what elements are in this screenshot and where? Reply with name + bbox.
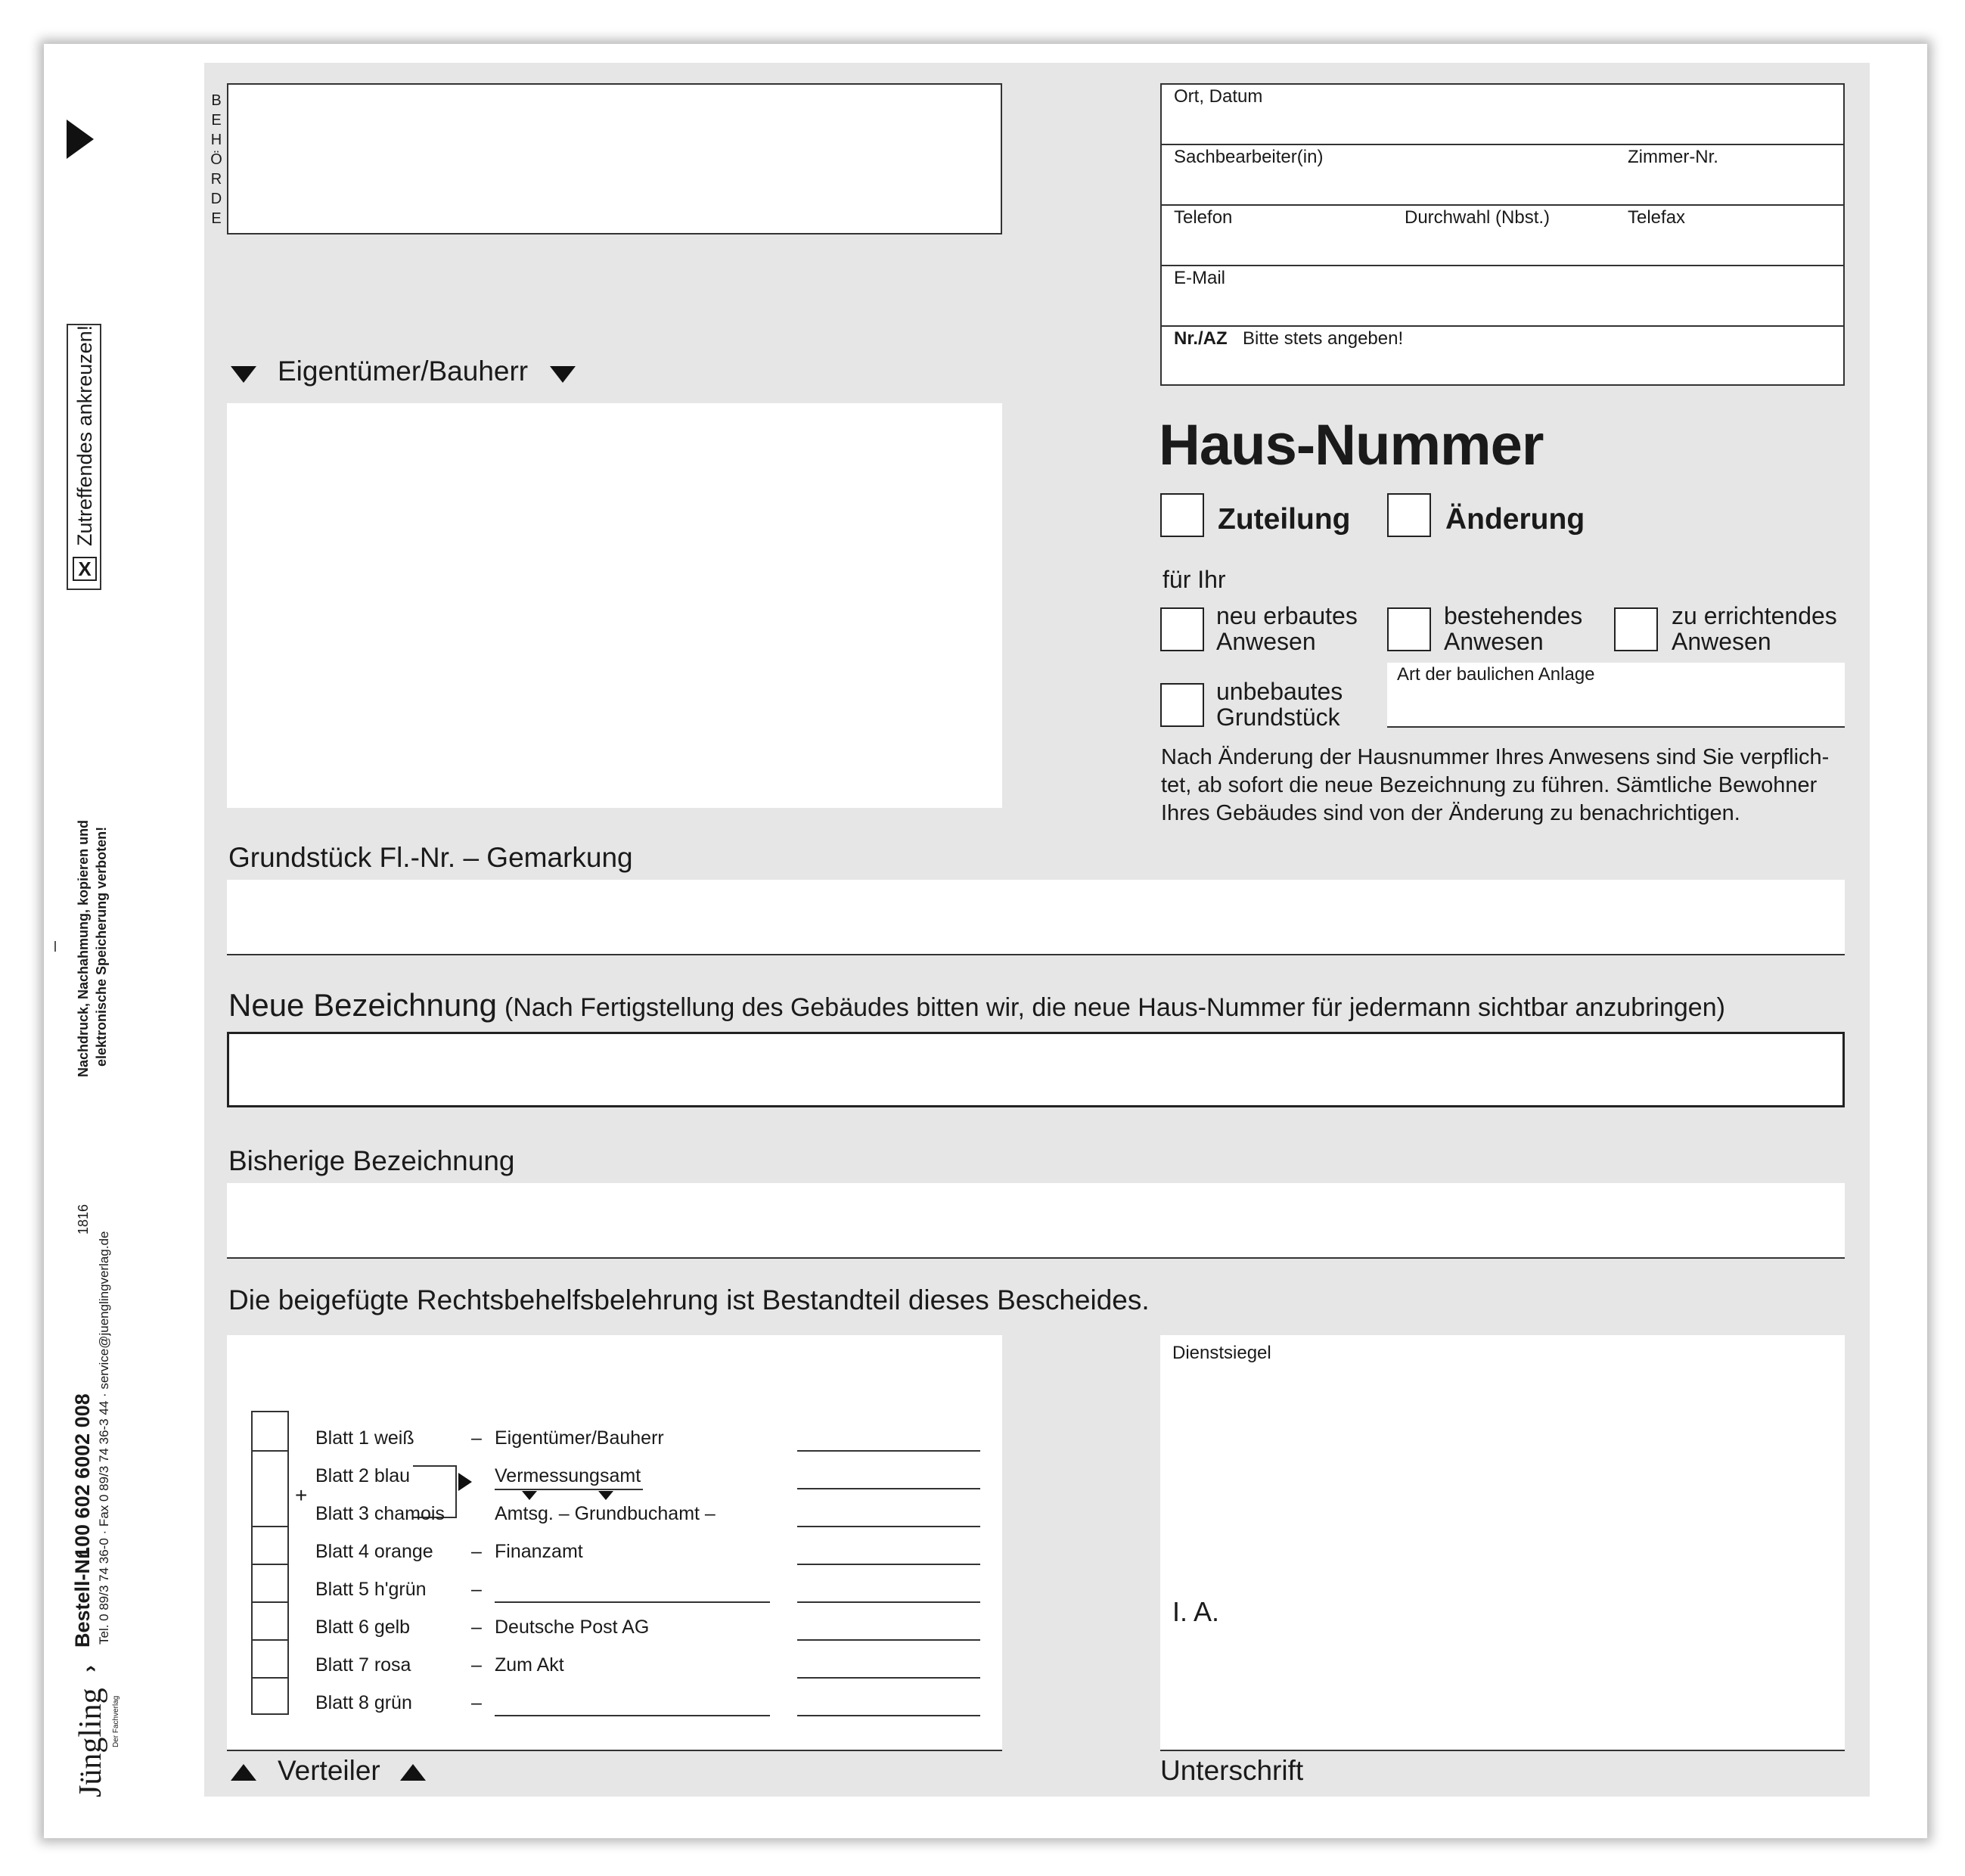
zu-errichten-checkbox[interactable]	[1614, 607, 1658, 651]
art-anlage-label: Art der baulichen Anlage	[1397, 664, 1595, 685]
sheet-label: Blatt 2 blau	[315, 1465, 411, 1486]
marker-x-box: X	[73, 557, 97, 581]
row-dash: –	[471, 1654, 482, 1676]
triangle-down-icon	[231, 366, 256, 383]
nr-az-hint: Bitte stets angeben!	[1243, 328, 1404, 349]
sheet-label: Blatt 7 rosa	[315, 1654, 411, 1676]
row-dash: –	[471, 1427, 482, 1449]
notice-line-1: Nach Änderung der Hausnummer Ihres Anwesens sind Sie verpflich-	[1161, 745, 1830, 769]
date-line[interactable]	[797, 1526, 980, 1527]
marker-hint-box	[67, 324, 101, 590]
zu-errichten-label-2: Anwesen	[1672, 628, 1771, 655]
recipient-blank-line[interactable]	[495, 1715, 770, 1716]
triangle-up-icon	[231, 1764, 256, 1781]
unbebaut-label-1: unbebautes	[1216, 678, 1343, 705]
distribution-label: Verteiler	[278, 1755, 380, 1786]
authority-letter: E	[211, 210, 222, 227]
bestehend-label-1: bestehendes	[1444, 602, 1583, 629]
date-line[interactable]	[797, 1601, 980, 1603]
authority-label	[209, 91, 224, 228]
notice-line-3: Ihres Gebäudes sind von der Änderung zu benachrichtigen.	[1161, 801, 1740, 825]
row-dash: –	[471, 1541, 482, 1562]
zu-errichten-label-1: zu errichtendes	[1672, 602, 1837, 629]
bisherige-field[interactable]	[227, 1183, 1845, 1259]
sachbearbeiter-label: Sachbearbeiter(in)	[1174, 147, 1324, 167]
rechtsbehelf-text: Die beigefügte Rechtsbehelfsbelehrung ist Bestandteil dieses Bescheides.	[228, 1284, 1150, 1315]
neu-erbaut-label-2: Anwesen	[1216, 628, 1316, 655]
sheet-label: Blatt 5 h'grün	[315, 1579, 427, 1600]
neue-bezeichnung-hint: (Nach Fertigstellung des Gebäudes bitten wir, die neue Haus-Nummer für jedermann sichtbar anzubringen)	[504, 993, 1725, 1022]
zimmer-label: Zimmer-Nr.	[1628, 147, 1718, 167]
order-label: Bestell-Nr.	[71, 1546, 94, 1648]
copyright-line1: Nachdruck, Nachahmung, kopieren und	[76, 819, 91, 1077]
row-dash: –	[471, 1579, 482, 1600]
date-line[interactable]	[797, 1564, 980, 1565]
authority-letter: R	[210, 171, 222, 188]
date-line[interactable]	[797, 1715, 980, 1716]
neue-bezeichnung-field[interactable]	[227, 1032, 1845, 1107]
unbebaut-checkbox[interactable]	[1160, 683, 1204, 727]
sheet-label: Blatt 1 weiß	[315, 1427, 414, 1449]
zuteilung-checkbox[interactable]	[1160, 493, 1204, 537]
aenderung-label: Änderung	[1445, 503, 1585, 536]
email-label: E-Mail	[1174, 268, 1226, 288]
signature-label: Unterschrift	[1160, 1755, 1304, 1786]
contact-line: Tel. 0 89/3 74 36-0 · Fax 0 89/3 74 36-3 44 · service@juenglingverlag.de	[97, 1231, 111, 1645]
date-line[interactable]	[797, 1450, 980, 1452]
fuer-ihr-label: für Ihr	[1163, 566, 1226, 593]
distribution-box	[227, 1335, 1002, 1751]
triangle-down-icon	[522, 1491, 537, 1500]
marker-hint-text: Zutreffendes ankreuzen!	[73, 325, 96, 546]
ort-datum-label: Ort, Datum	[1174, 86, 1263, 107]
authority-letter: E	[211, 112, 222, 129]
play-marker-icon	[458, 1473, 472, 1491]
brand-logo: Jüngling	[73, 1688, 108, 1797]
seal-field[interactable]	[1160, 1335, 1845, 1751]
authority-field[interactable]	[227, 83, 1002, 234]
durchwahl-label: Durchwahl (Nbst.)	[1405, 207, 1551, 228]
telefon-label: Telefon	[1174, 207, 1233, 228]
contact-block	[1160, 83, 1845, 386]
date-line[interactable]	[797, 1677, 980, 1679]
sheet-label: Blatt 3 chamois	[315, 1503, 445, 1524]
bestehend-label-2: Anwesen	[1444, 628, 1544, 655]
nr-az-label: Nr./AZ	[1174, 328, 1228, 349]
recipient-label: Eigentümer/Bauherr	[495, 1427, 664, 1449]
neue-bezeichnung-title: Neue Bezeichnung	[228, 987, 497, 1023]
divider-tick	[54, 941, 56, 952]
triangle-down-icon	[550, 366, 576, 383]
bisherige-label: Bisherige Bezeichnung	[228, 1145, 515, 1176]
authority-letter: B	[211, 92, 222, 109]
ia-label: I. A.	[1172, 1596, 1220, 1627]
row-dash: –	[471, 1617, 482, 1638]
sheet-label: Blatt 8 grün	[315, 1692, 412, 1713]
telefax-label: Telefax	[1628, 207, 1686, 228]
aenderung-checkbox[interactable]	[1387, 493, 1431, 537]
play-marker-icon	[67, 120, 94, 159]
authority-letter: H	[210, 132, 222, 148]
order-number: 100 602 6002 008	[71, 1393, 94, 1558]
owner-address-field[interactable]	[227, 403, 1002, 808]
grundstueck-label: Grundstück Fl.-Nr. – Gemarkung	[228, 842, 633, 873]
notice-line-2: tet, ab sofort die neue Bezeichnung zu führen. Sämtliche Bewohner	[1161, 773, 1818, 797]
authority-letter: Ö	[210, 151, 222, 168]
recipient-label: Amtsg. – Grundbuchamt –	[495, 1503, 716, 1524]
grundstueck-field[interactable]	[227, 880, 1845, 955]
bestehend-checkbox[interactable]	[1387, 607, 1431, 651]
seal-label: Dienstsiegel	[1172, 1343, 1271, 1363]
triangle-down-icon	[598, 1491, 613, 1500]
plus-sign: +	[295, 1483, 308, 1507]
authority-letter: D	[210, 191, 222, 207]
date-line[interactable]	[797, 1639, 980, 1641]
art-anlage-field[interactable]	[1387, 663, 1845, 728]
recipient-label: Vermessungsamt	[495, 1465, 641, 1486]
neu-erbaut-label-1: neu erbautes	[1216, 602, 1358, 629]
row-dash: –	[471, 1692, 482, 1713]
owner-label: Eigentümer/Bauherr	[278, 356, 529, 387]
sheet-label: Blatt 6 gelb	[315, 1617, 411, 1638]
form-number: 1816	[76, 1204, 91, 1235]
date-line[interactable]	[797, 1488, 980, 1489]
copyright-line2: elektronische Speicherung verboten!	[94, 826, 109, 1067]
recipient-label: Finanzamt	[495, 1541, 583, 1562]
brand-tagline: Der Fachverlag	[112, 1695, 120, 1747]
unbebaut-label-2: Grundstück	[1216, 704, 1340, 731]
zuteilung-label: Zuteilung	[1218, 503, 1351, 536]
juengling-arrow-logo-icon: ›	[77, 1665, 101, 1673]
distribution-checkbox-column	[251, 1411, 289, 1715]
neu-erbaut-checkbox[interactable]	[1160, 607, 1204, 651]
recipient-label: Zum Akt	[495, 1654, 564, 1676]
recipient-label: Deutsche Post AG	[495, 1617, 650, 1638]
recipient-blank-line[interactable]	[495, 1601, 770, 1603]
page-title: Haus-Nummer	[1159, 413, 1544, 477]
triangle-up-icon	[400, 1764, 426, 1781]
sheet-label: Blatt 4 orange	[315, 1541, 433, 1562]
